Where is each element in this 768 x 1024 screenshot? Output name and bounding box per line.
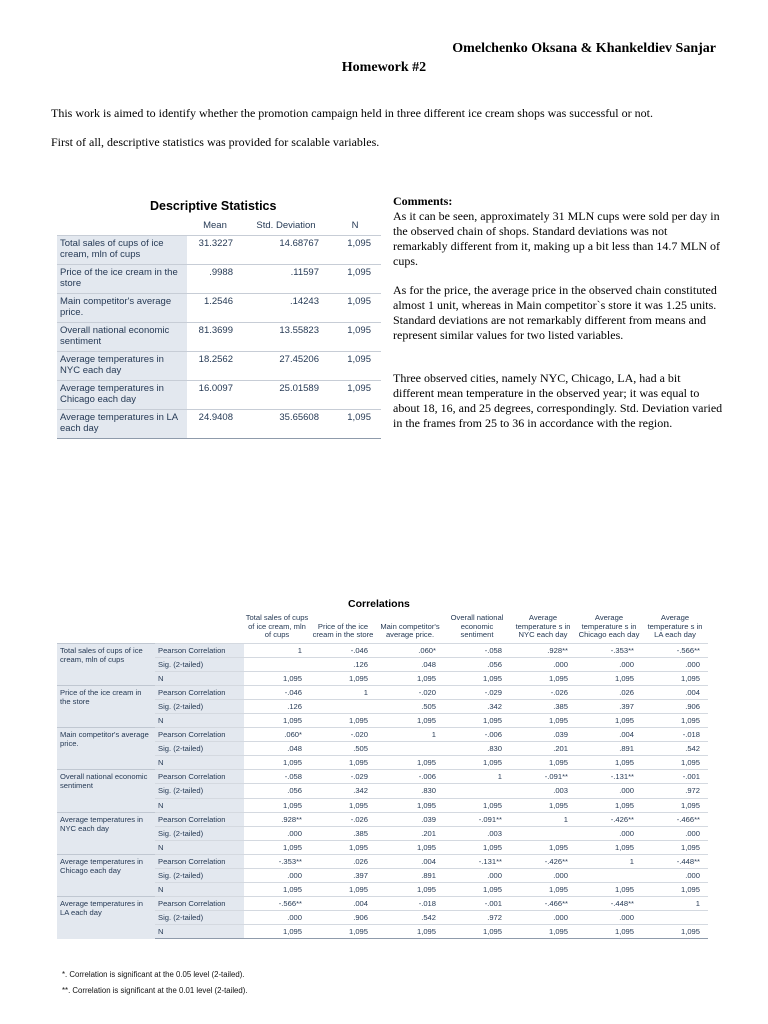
corr-cell: 1,095 bbox=[376, 756, 444, 770]
corr-row-variable: Main competitor's average price. bbox=[57, 728, 155, 770]
row-label: Price of the ice cream in the store bbox=[57, 265, 187, 294]
corr-column-header: Overall national economic sentiment bbox=[450, 613, 504, 639]
corr-stat-label: Pearson Correlation bbox=[155, 728, 244, 742]
table-row bbox=[57, 911, 708, 925]
corr-cell: .342 bbox=[310, 784, 376, 798]
comment-paragraph: Three observed cities, namely NYC, Chicago, LA, had a bit different mean temperature in the observed year; it was equal to about 18, 16, and 25 degrees, correspondingly. Std. Deviation varied in the frames from 25 to 36 in accordance with the region. bbox=[393, 371, 723, 430]
corr-cell: -.029 bbox=[444, 685, 510, 699]
corr-cell: 1,095 bbox=[376, 798, 444, 812]
corr-cell: 1,095 bbox=[244, 925, 310, 939]
corr-cell: -.026 bbox=[310, 812, 376, 826]
descriptive-row bbox=[57, 381, 381, 410]
corr-cell: .542 bbox=[642, 742, 708, 756]
descriptive-row bbox=[57, 236, 381, 265]
corr-cell: .039 bbox=[510, 728, 576, 742]
corr-cell: 1,095 bbox=[510, 671, 576, 685]
corr-cell: -.091** bbox=[444, 812, 510, 826]
corr-cell: .201 bbox=[376, 826, 444, 840]
corr-cell: .972 bbox=[444, 911, 510, 925]
corr-cell: .000 bbox=[642, 657, 708, 671]
corr-cell: 1,095 bbox=[376, 671, 444, 685]
corr-cell: .048 bbox=[244, 742, 310, 756]
corr-stat-label: Pearson Correlation bbox=[155, 770, 244, 784]
table-row bbox=[57, 840, 708, 854]
corr-cell: 1,095 bbox=[444, 798, 510, 812]
corr-cell: .928** bbox=[510, 643, 576, 657]
corr-cell: 1,095 bbox=[642, 798, 708, 812]
corr-cell: .060* bbox=[376, 643, 444, 657]
mean-value: 1.2546 bbox=[187, 294, 243, 323]
table-row bbox=[57, 826, 708, 840]
corr-cell: -.353** bbox=[244, 854, 310, 868]
corr-cell: .004 bbox=[310, 897, 376, 911]
corr-cell: .000 bbox=[244, 826, 310, 840]
corr-cell: 1,095 bbox=[244, 671, 310, 685]
corr-cell: -.046 bbox=[244, 685, 310, 699]
corr-cell: -.001 bbox=[444, 897, 510, 911]
row-label: Average temperatures in NYC each day bbox=[57, 352, 187, 381]
table-row bbox=[57, 671, 708, 685]
corr-cell: -.058 bbox=[444, 643, 510, 657]
corr-stat-label: Sig. (2-tailed) bbox=[155, 742, 244, 756]
corr-cell: .000 bbox=[576, 911, 642, 925]
comments-block bbox=[393, 194, 723, 269]
corr-cell: 1,095 bbox=[310, 883, 376, 897]
corr-cell bbox=[444, 784, 510, 798]
corr-stat-label: N bbox=[155, 713, 244, 727]
descriptive-row bbox=[57, 294, 381, 323]
corr-row-variable: Total sales of cups of ice cream, mln of cups bbox=[57, 643, 155, 685]
corr-cell: 1,095 bbox=[376, 925, 444, 939]
corr-cell: .000 bbox=[576, 826, 642, 840]
corr-cell: 1,095 bbox=[576, 925, 642, 939]
corr-cell: .056 bbox=[444, 657, 510, 671]
corr-cell: .126 bbox=[244, 699, 310, 713]
corr-cell: 1,095 bbox=[642, 671, 708, 685]
mean-value: 24.9408 bbox=[187, 410, 243, 439]
corr-stat-label: Sig. (2-tailed) bbox=[155, 869, 244, 883]
corr-cell: -.426** bbox=[576, 812, 642, 826]
corr-cell: 1,095 bbox=[244, 883, 310, 897]
col-std: Std. Deviation bbox=[256, 220, 316, 231]
corr-cell: -.131** bbox=[576, 770, 642, 784]
corr-cell: .830 bbox=[444, 742, 510, 756]
corr-cell: .928** bbox=[244, 812, 310, 826]
corr-cell: 1,095 bbox=[576, 671, 642, 685]
table-row bbox=[57, 854, 708, 868]
corr-cell: 1,095 bbox=[642, 713, 708, 727]
corr-cell: 1,095 bbox=[444, 883, 510, 897]
n-value: 1,095 bbox=[329, 265, 381, 294]
corr-stat-label: N bbox=[155, 798, 244, 812]
n-value: 1,095 bbox=[329, 236, 381, 265]
corr-cell: 1,095 bbox=[310, 671, 376, 685]
corr-cell: 1 bbox=[244, 643, 310, 657]
corr-cell: 1,095 bbox=[444, 756, 510, 770]
corr-cell: 1 bbox=[310, 685, 376, 699]
corr-cell: 1,095 bbox=[576, 756, 642, 770]
corr-cell: 1,095 bbox=[310, 713, 376, 727]
table-row bbox=[57, 699, 708, 713]
n-value: 1,095 bbox=[329, 410, 381, 439]
row-label: Overall national economic sentiment bbox=[57, 323, 187, 352]
corr-cell: .000 bbox=[576, 784, 642, 798]
corr-stat-label: Sig. (2-tailed) bbox=[155, 826, 244, 840]
corr-cell: 1,095 bbox=[376, 883, 444, 897]
corr-cell: .000 bbox=[642, 826, 708, 840]
corr-cell: -.020 bbox=[376, 685, 444, 699]
corr-cell: -.131** bbox=[444, 854, 510, 868]
corr-cell: 1,095 bbox=[576, 840, 642, 854]
corr-cell: 1,095 bbox=[376, 713, 444, 727]
row-label: Average temperatures in LA each day bbox=[57, 410, 187, 439]
n-value: 1,095 bbox=[329, 323, 381, 352]
corr-cell: 1,095 bbox=[444, 713, 510, 727]
corr-cell: .056 bbox=[244, 784, 310, 798]
col-mean: Mean bbox=[203, 220, 227, 231]
corr-row-variable: Average temperatures in LA each day bbox=[57, 897, 155, 939]
corr-cell bbox=[576, 869, 642, 883]
corr-cell: .004 bbox=[642, 685, 708, 699]
table-row bbox=[57, 742, 708, 756]
corr-cell: 1,095 bbox=[244, 840, 310, 854]
corr-cell bbox=[310, 699, 376, 713]
corr-cell: .830 bbox=[376, 784, 444, 798]
corr-cell: 1,095 bbox=[510, 713, 576, 727]
corr-cell: 1,095 bbox=[642, 883, 708, 897]
corr-cell: 1,095 bbox=[510, 883, 576, 897]
corr-row-variable: Overall national economic sentiment bbox=[57, 770, 155, 812]
corr-cell: 1,095 bbox=[510, 756, 576, 770]
std-value: 13.55823 bbox=[243, 323, 329, 352]
corr-cell: .505 bbox=[376, 699, 444, 713]
corr-cell: .004 bbox=[376, 854, 444, 868]
corr-cell: 1,095 bbox=[244, 713, 310, 727]
corr-cell: .397 bbox=[310, 869, 376, 883]
corr-cell: .385 bbox=[510, 699, 576, 713]
corr-cell: .026 bbox=[310, 854, 376, 868]
comment-paragraph: As it can be seen, approximately 31 MLN cups were sold per day in the observed chain of shops. Standard deviations was not remarkably different from it, making up a bit less than 14.7 MLN of cups. bbox=[393, 209, 721, 268]
corr-cell: 1,095 bbox=[244, 756, 310, 770]
corr-cell: 1,095 bbox=[444, 671, 510, 685]
corr-cell: .201 bbox=[510, 742, 576, 756]
corr-cell bbox=[642, 911, 708, 925]
corr-cell: .000 bbox=[244, 869, 310, 883]
table-row bbox=[57, 897, 708, 911]
corr-stat-label: N bbox=[155, 925, 244, 939]
row-label: Main competitor's average price. bbox=[57, 294, 187, 323]
corr-cell: .003 bbox=[444, 826, 510, 840]
corr-cell: 1,095 bbox=[576, 798, 642, 812]
corr-cell: .972 bbox=[642, 784, 708, 798]
corr-cell: 1,095 bbox=[310, 925, 376, 939]
corr-cell: -.426** bbox=[510, 854, 576, 868]
homework-title: Homework #2 bbox=[341, 60, 427, 75]
n-value: 1,095 bbox=[329, 352, 381, 381]
table-row bbox=[57, 784, 708, 798]
n-value: 1,095 bbox=[329, 381, 381, 410]
corr-column-header: Total sales of cups of ice cream, mln of cups bbox=[245, 613, 309, 639]
corr-cell: .000 bbox=[244, 911, 310, 925]
corr-cell: -.466** bbox=[510, 897, 576, 911]
mean-value: 31.3227 bbox=[187, 236, 243, 265]
corr-cell: -.448** bbox=[642, 854, 708, 868]
table-row bbox=[57, 713, 708, 727]
corr-stat-label: N bbox=[155, 840, 244, 854]
std-value: 14.68767 bbox=[243, 236, 329, 265]
corr-stat-label: N bbox=[155, 883, 244, 897]
corr-cell: 1,095 bbox=[444, 925, 510, 939]
corr-stat-label: Pearson Correlation bbox=[155, 812, 244, 826]
corr-cell: .000 bbox=[576, 657, 642, 671]
corr-cell: -.026 bbox=[510, 685, 576, 699]
descriptive-title: Descriptive Statistics bbox=[150, 199, 277, 213]
row-label: Average temperatures in Chicago each day bbox=[57, 381, 187, 410]
corr-cell: 1,095 bbox=[310, 840, 376, 854]
corr-stat-label: Pearson Correlation bbox=[155, 643, 244, 657]
std-value: .14243 bbox=[243, 294, 329, 323]
corr-cell: .126 bbox=[310, 657, 376, 671]
table-row bbox=[57, 869, 708, 883]
authors: Omelchenko Oksana & Khankeldiev Sanjar bbox=[452, 41, 716, 56]
descriptive-row bbox=[57, 352, 381, 381]
corr-cell: .003 bbox=[510, 784, 576, 798]
corr-cell: 1,095 bbox=[642, 840, 708, 854]
corr-cell: 1,095 bbox=[576, 713, 642, 727]
corr-cell: -.029 bbox=[310, 770, 376, 784]
mean-value: 16.0097 bbox=[187, 381, 243, 410]
corr-cell: -.566** bbox=[244, 897, 310, 911]
corr-cell: -.046 bbox=[310, 643, 376, 657]
corr-cell: .000 bbox=[510, 869, 576, 883]
corr-cell: -.091** bbox=[510, 770, 576, 784]
table-row bbox=[57, 812, 708, 826]
corr-cell: .342 bbox=[444, 699, 510, 713]
corr-cell: .000 bbox=[510, 657, 576, 671]
corr-cell: 1 bbox=[376, 728, 444, 742]
corr-column-header: Main competitor's average price. bbox=[380, 621, 440, 639]
corr-cell: 1,095 bbox=[444, 840, 510, 854]
corr-stat-label: Sig. (2-tailed) bbox=[155, 784, 244, 798]
corr-cell: -.566** bbox=[642, 643, 708, 657]
corr-cell: .906 bbox=[642, 699, 708, 713]
corr-stat-label: Pearson Correlation bbox=[155, 897, 244, 911]
corr-cell: -.353** bbox=[576, 643, 642, 657]
corr-cell bbox=[244, 657, 310, 671]
corr-cell: 1,095 bbox=[510, 925, 576, 939]
corr-stat-label: Pearson Correlation bbox=[155, 685, 244, 699]
correlations-title: Correlations bbox=[348, 598, 410, 610]
corr-cell bbox=[376, 742, 444, 756]
corr-cell: -.001 bbox=[642, 770, 708, 784]
corr-cell: .026 bbox=[576, 685, 642, 699]
corr-cell: .542 bbox=[376, 911, 444, 925]
table-row bbox=[57, 883, 708, 897]
mean-value: 18.2562 bbox=[187, 352, 243, 381]
table-row bbox=[57, 643, 708, 657]
corr-stat-label: N bbox=[155, 671, 244, 685]
corr-cell: 1,095 bbox=[244, 798, 310, 812]
descriptive-row bbox=[57, 410, 381, 439]
corr-cell: .039 bbox=[376, 812, 444, 826]
corr-cell: .000 bbox=[510, 911, 576, 925]
corr-row-variable: Average temperatures in NYC each day bbox=[57, 812, 155, 854]
corr-cell: -.448** bbox=[576, 897, 642, 911]
corr-cell: -.058 bbox=[244, 770, 310, 784]
corr-cell: 1 bbox=[576, 854, 642, 868]
corr-cell: .891 bbox=[376, 869, 444, 883]
descriptive-row bbox=[57, 265, 381, 294]
table-row bbox=[57, 770, 708, 784]
table-row bbox=[57, 756, 708, 770]
corr-cell: .060* bbox=[244, 728, 310, 742]
footnote-2: **. Correlation is significant at the 0.01 level (2-tailed). bbox=[62, 986, 248, 995]
comment-paragraph: As for the price, the average price in the observed chain constituted almost 1 unit, whereas in Main competitor`s store it was 1.25 units. Standard deviations are not remarkably different from means and represent similar values for two listed variables. bbox=[393, 283, 717, 342]
corr-cell: .385 bbox=[310, 826, 376, 840]
corr-stat-label: Sig. (2-tailed) bbox=[155, 699, 244, 713]
corr-cell: 1,095 bbox=[376, 840, 444, 854]
mean-value: 81.3699 bbox=[187, 323, 243, 352]
corr-row-variable: Price of the ice cream in the store bbox=[57, 685, 155, 727]
descriptive-row bbox=[57, 323, 381, 352]
corr-cell: -.018 bbox=[642, 728, 708, 742]
corr-cell bbox=[510, 826, 576, 840]
corr-column-header: Average temperature s in Chicago each day bbox=[578, 613, 640, 639]
corr-cell: 1,095 bbox=[310, 756, 376, 770]
corr-stat-label: N bbox=[155, 756, 244, 770]
corr-cell: -.006 bbox=[376, 770, 444, 784]
corr-cell: 1,095 bbox=[310, 798, 376, 812]
corr-cell: .000 bbox=[642, 869, 708, 883]
std-value: 25.01589 bbox=[243, 381, 329, 410]
corr-cell: 1,095 bbox=[642, 925, 708, 939]
col-n: N bbox=[351, 220, 359, 231]
corr-stat-label: Pearson Correlation bbox=[155, 854, 244, 868]
std-value: 35.65608 bbox=[243, 410, 329, 439]
corr-cell: -.006 bbox=[444, 728, 510, 742]
corr-column-header: Average temperature s in LA each day bbox=[647, 613, 703, 639]
std-value: 27.45206 bbox=[243, 352, 329, 381]
corr-stat-label: Sig. (2-tailed) bbox=[155, 911, 244, 925]
std-value: .11597 bbox=[243, 265, 329, 294]
table-row bbox=[57, 925, 708, 939]
corr-cell: .000 bbox=[444, 869, 510, 883]
correlations-table bbox=[57, 614, 708, 939]
table-row bbox=[57, 728, 708, 742]
table-row bbox=[57, 685, 708, 699]
corr-cell: 1 bbox=[444, 770, 510, 784]
table-row bbox=[57, 798, 708, 812]
corr-cell: .891 bbox=[576, 742, 642, 756]
corr-cell: .048 bbox=[376, 657, 444, 671]
descriptive-table bbox=[57, 220, 381, 439]
corr-row-variable: Average temperatures in Chicago each day bbox=[57, 854, 155, 896]
corr-cell: 1 bbox=[642, 897, 708, 911]
corr-cell: 1,095 bbox=[510, 840, 576, 854]
mean-value: .9988 bbox=[187, 265, 243, 294]
intro-paragraph: This work is aimed to identify whether the promotion campaign held in three different ice cream shops was successful or not. bbox=[51, 106, 653, 120]
corr-column-header: Price of the ice cream in the store bbox=[312, 621, 374, 639]
corr-cell: 1,095 bbox=[576, 883, 642, 897]
intro-paragraph-2: First of all, descriptive statistics was provided for scalable variables. bbox=[51, 135, 380, 149]
corr-cell: .004 bbox=[576, 728, 642, 742]
corr-cell: -.020 bbox=[310, 728, 376, 742]
corr-cell: -.466** bbox=[642, 812, 708, 826]
corr-cell: 1,095 bbox=[642, 756, 708, 770]
corr-cell: .397 bbox=[576, 699, 642, 713]
corr-column-header: Average temperature s in NYC each day bbox=[515, 613, 571, 639]
corr-cell: .906 bbox=[310, 911, 376, 925]
corr-stat-label: Sig. (2-tailed) bbox=[155, 657, 244, 671]
table-row bbox=[57, 657, 708, 671]
corr-cell: 1,095 bbox=[510, 798, 576, 812]
row-label: Total sales of cups of ice cream, mln of cups bbox=[57, 236, 187, 265]
comments-heading: Comments: bbox=[393, 194, 453, 208]
n-value: 1,095 bbox=[329, 294, 381, 323]
footnote-1: *. Correlation is significant at the 0.05 level (2-tailed). bbox=[62, 970, 245, 979]
corr-cell: -.018 bbox=[376, 897, 444, 911]
corr-cell: .505 bbox=[310, 742, 376, 756]
corr-cell: 1 bbox=[510, 812, 576, 826]
